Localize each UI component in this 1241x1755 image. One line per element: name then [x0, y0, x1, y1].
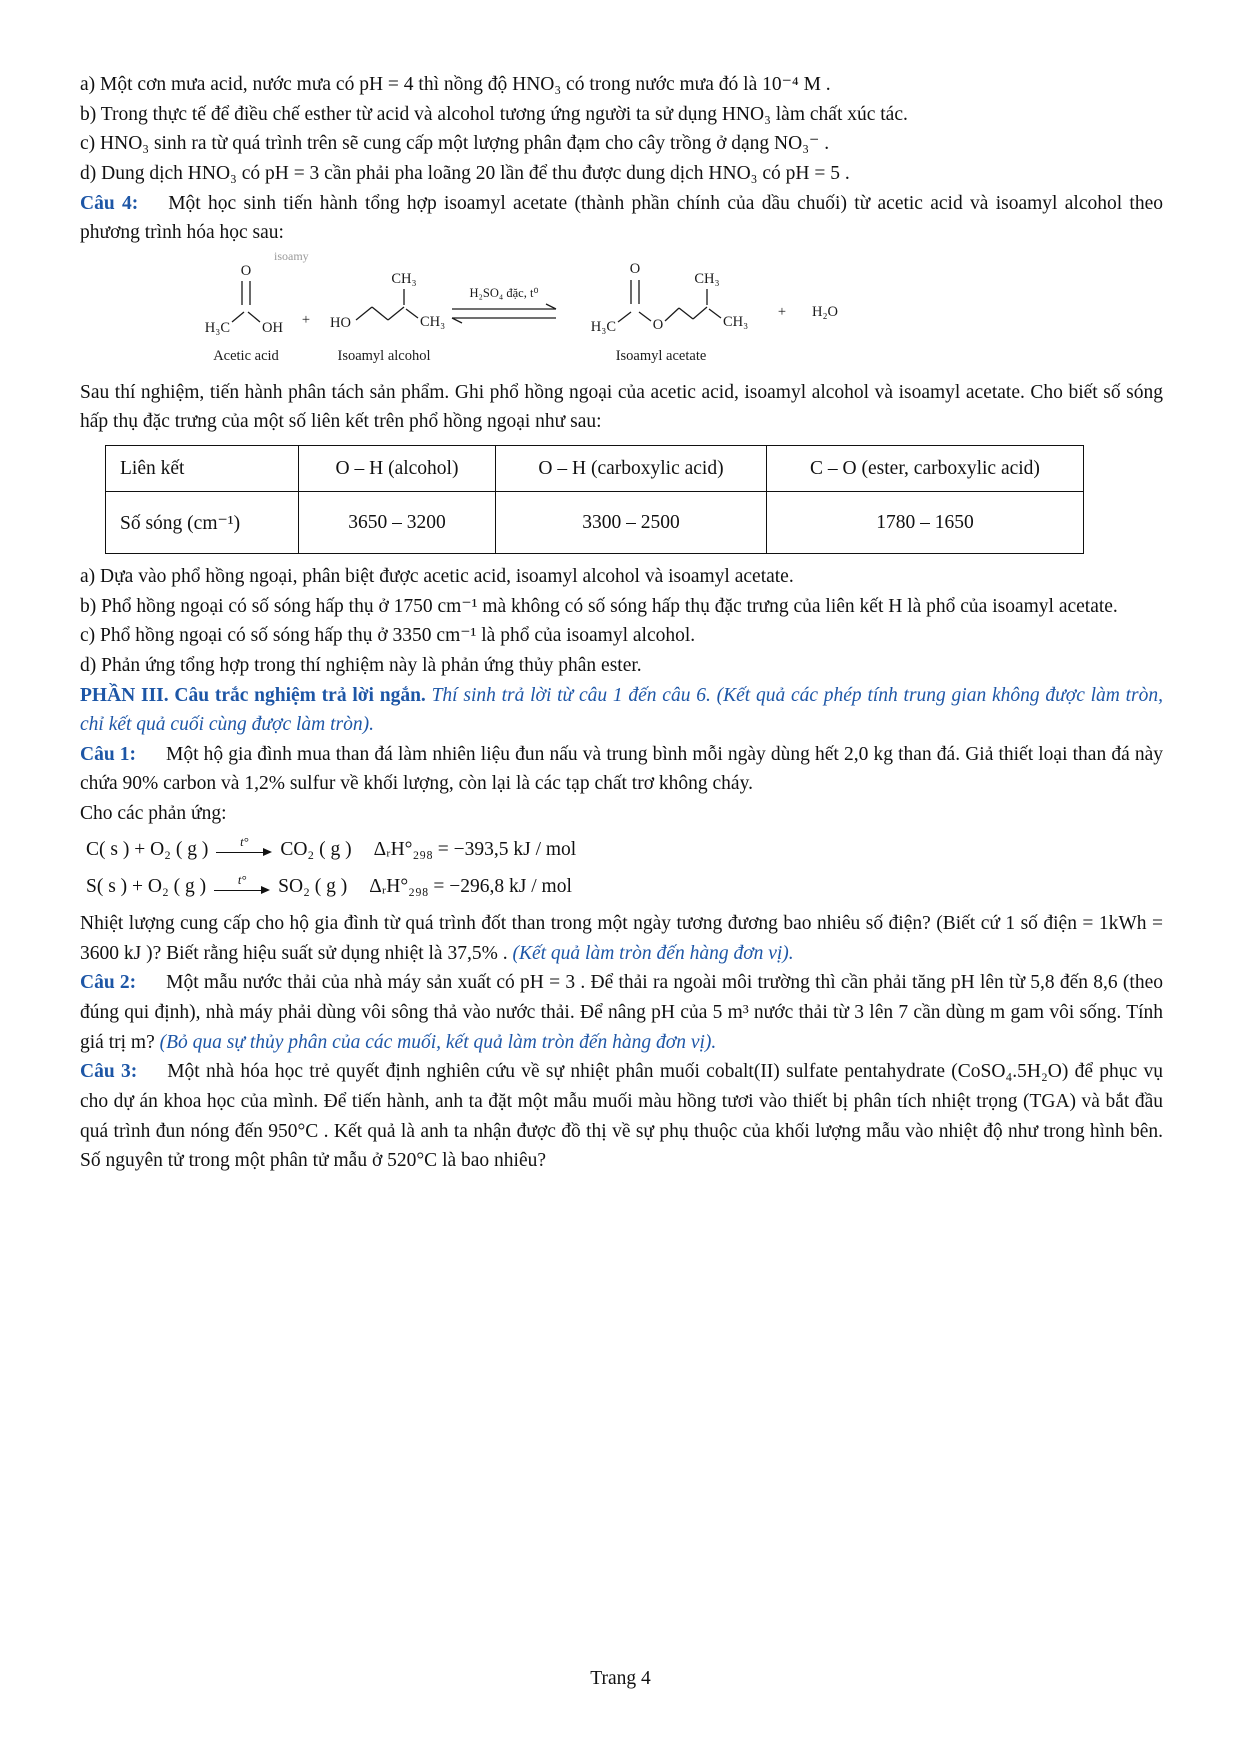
question-text: Một mẫu nước thải của nhà máy sản xuất có pH = 3 . Để thải ra ngoài môi trường thì cần phải tăng pH lên từ 5,8 đến 8,6 (theo đúng qui định), nhà máy phải dùng vôi sông thả vào nước thải. Để nâng pH của 5 m³ nước thải từ 3 lên 7 cần dùng m gam vôi sống. Tính giá trị m?: [80, 972, 1163, 1053]
methyl-label: CH₃: [694, 270, 720, 287]
cau1-question: [80, 909, 1163, 968]
ir-absorption-table: [105, 445, 1084, 554]
statement-label: a): [80, 74, 96, 95]
cau1-intro: [80, 740, 1163, 799]
cau4-after-text: Sau thí nghiệm, tiến hành phân tách sản phẩm. Ghi phổ hồng ngoại của acetic acid, isoamyl alcohol và isoamyl acetate. Cho biết số sóng hấp thụ đặc trưng của một số liên kết trên phổ hồng ngoại như sau:: [80, 381, 1163, 433]
statement-text: Phản ứng tổng hợp trong thí nghiệm này là phản ứng thủy phân ester.: [101, 654, 642, 676]
arrow-condition-label: t°: [240, 835, 249, 850]
table-header-cell: C – O (ester, carboxylic acid): [767, 446, 1084, 492]
cau4-item-c: [80, 621, 1163, 651]
methyl-label: CH₃: [723, 313, 749, 330]
table-cell: 3300 – 2500: [496, 492, 767, 554]
question-text: Một nhà hóa học trẻ quyết định nghiên cứu về sự nhiệt phân muối cobalt(II) sulfate pentahydrate (CoSO₄.5H₂O) để phục vụ cho dự án khoa học của mình. Để tiến hành, anh ta đặt một mẫu muối màu hồng tươi vào thiết bị phân tích nhiệt trọng (TGA) và bắt đầu quá trình đun nóng đến 950°C . Kết quả là anh ta nhận được đồ thị về sự phụ thuộc của khối lượng mẫu vào nhiệt độ như trong hình bên. Số nguyên tử trong một phân tử mẫu ở 520°C là bao nhiêu?: [80, 1061, 1163, 1172]
isoamyl-acetate-structure: [591, 261, 748, 364]
methyl-label: CH₃: [391, 270, 417, 287]
reaction-arrow-icon: [214, 873, 270, 901]
table-header-cell: Liên kết: [106, 446, 299, 492]
equation-lhs: C( s ) + O₂ ( g ): [86, 838, 209, 860]
thermo-equation-2: [86, 872, 1163, 901]
methyl-label: H₃C: [590, 318, 616, 335]
statement-text: HNO₃ sinh ra từ quá trình trên sẽ cung cấp một lượng phân đạm cho cây trồng ở dạng NO₃⁻ .: [100, 133, 830, 155]
equation-enthalpy: ΔᵣH°₂₉₈ = −393,5 kJ / mol: [373, 838, 577, 860]
cau4-item-a: [80, 562, 1163, 592]
question-label: Câu 1:: [80, 743, 137, 765]
water-label: H₂O: [812, 303, 838, 320]
statement-label: d): [80, 162, 97, 184]
cau2-question: [80, 968, 1163, 1057]
page-number: Trang 4: [590, 1668, 651, 1689]
statement-item-a: [80, 70, 1163, 100]
statement-item-d: [80, 159, 1163, 189]
table-header-row: [106, 446, 1084, 492]
equilibrium-arrows-icon: [452, 286, 556, 323]
reaction-condition-label: H₂SO₄ đặc, t⁰: [469, 285, 539, 300]
isoamyl-alcohol-structure: [330, 271, 445, 364]
acetic-acid-structure: [205, 263, 284, 364]
isoamyl-alcohol-caption: Isoamyl alcohol: [337, 347, 431, 364]
isoamyl-acetate-caption: Isoamyl acetate: [615, 347, 707, 364]
statement-text: Phổ hồng ngoại có số sóng hấp thụ ở 1750 cm⁻¹ mà không có số sóng hấp thụ đặc trưng của liên kết H là phổ của isoamyl acetate.: [101, 595, 1118, 617]
statement-text: Dựa vào phổ hồng ngoại, phân biệt được acetic acid, isoamyl alcohol và isoamyl acetate.: [100, 566, 794, 587]
table-header-cell: O – H (alcohol): [299, 446, 496, 492]
statement-label: b): [80, 103, 97, 125]
statement-label: d): [80, 654, 97, 676]
reaction-scheme-svg: [184, 250, 944, 370]
methyl-label: H₃C: [204, 319, 230, 336]
statement-label: c): [80, 133, 96, 155]
cau4-item-d: [80, 651, 1163, 681]
plus-sign: +: [777, 303, 787, 320]
cau1-reactions-lead: Cho các phản ứng:: [80, 803, 227, 824]
table-header-cell: O – H (carboxylic acid): [496, 446, 767, 492]
cau4-intro: [80, 189, 1163, 248]
part3-heading: [80, 681, 1163, 740]
table-row-label: Số sóng (cm⁻¹): [106, 492, 299, 554]
equation-rhs: SO₂ ( g ): [278, 875, 348, 897]
statement-label: a): [80, 566, 96, 587]
ester-oxygen-label: O: [652, 316, 664, 333]
cropped-artifact-text: isoamy: [274, 249, 309, 263]
carbonyl-oxygen-label: O: [629, 260, 641, 277]
cau3-question: [80, 1057, 1163, 1176]
question-text: Một hộ gia đình mua than đá làm nhiên liệu đun nấu và trung bình mỗi ngày dùng hết 2,0 kg than đá. Giả thiết loại than đá này chứa 90% carbon và 1,2% sulfur về khối lượng, còn lại là các tạp chất trơ không cháy.: [80, 743, 1163, 795]
cau4-item-b: [80, 592, 1163, 622]
methyl-label: CH₃: [420, 313, 446, 330]
statement-text: Dung dịch HNO₃ có pH = 3 cần phải pha loãng 20 lần để thu được dung dịch HNO₃ có pH = 5 .: [101, 162, 850, 184]
reaction-arrow-icon: [216, 835, 272, 863]
statement-text: Một cơn mưa acid, nước mưa có pH = 4 thì nồng độ HNO₃ có trong nước mưa đó là 10⁻⁴ M .: [100, 74, 831, 95]
statement-text: Phổ hồng ngoại có số sóng hấp thụ ở 3350 cm⁻¹ là phổ của isoamyl alcohol.: [100, 625, 696, 647]
question-text: Một học sinh tiến hành tổng hợp isoamyl acetate (thành phần chính của dầu chuối) từ acetic acid và isoamyl alcohol theo phương trình hóa học sau:: [80, 192, 1163, 244]
equation-lhs: S( s ) + O₂ ( g ): [86, 875, 207, 897]
table-cell: 3650 – 3200: [299, 492, 496, 554]
plus-sign: +: [301, 311, 311, 328]
question-label: Câu 3:: [80, 1061, 138, 1083]
hydroxyl-label: OH: [262, 319, 283, 336]
bond-lines: [232, 281, 260, 322]
equation-rhs: CO₂ ( g ): [280, 838, 352, 860]
question-text: Nhiệt lượng cung cấp cho hộ gia đình từ quá trình đốt than trong một ngày tương đương bao nhiêu số điện? (Biết cứ 1 số điện = 1kWh = 3600 kJ )? Biết rằng hiệu suất sử dụng nhiệt là 37,5% .: [80, 913, 1163, 964]
hydroxyl-label: HO: [330, 314, 351, 331]
part3-title: PHẦN III. Câu trắc nghiệm trả lời ngắn.: [80, 684, 426, 706]
thermo-equation-1: [86, 835, 1163, 864]
arrow-condition-label: t°: [237, 872, 247, 887]
statement-item-c: [80, 129, 1163, 159]
rounding-note: (Bỏ qua sự thủy phân của các muối, kết quả làm tròn đến hàng đơn vị).: [159, 1031, 717, 1053]
reaction-scheme-figure: [184, 250, 1163, 376]
bond-lines: [452, 304, 556, 323]
carbonyl-oxygen-label: O: [240, 262, 252, 279]
statement-text: Trong thực tế để điều chế esther từ acid và alcohol tương ứng người ta sử dụng HNO₃ làm chất xúc tác.: [100, 103, 908, 125]
statement-label: c): [80, 625, 96, 647]
rounding-note: (Kết quả làm tròn đến hàng đơn vị).: [512, 942, 794, 964]
statement-label: b): [80, 595, 97, 617]
statement-item-b: [80, 100, 1163, 130]
question-label: Câu 4:: [80, 192, 139, 214]
table-cell: 1780 – 1650: [767, 492, 1084, 554]
bond-lines: [356, 289, 418, 320]
acetic-acid-caption: Acetic acid: [213, 347, 279, 364]
question-label: Câu 2:: [80, 972, 137, 994]
part3-instruction: Thí sinh trả lời từ câu 1 đến câu 6. (Kết quả các phép tính trung gian không được làm tròn, chỉ kết quả cuối cùng được làm tròn).: [80, 684, 1164, 736]
table-row: [106, 492, 1084, 554]
equation-enthalpy: ΔᵣH°₂₉₈ = −296,8 kJ / mol: [369, 875, 572, 897]
